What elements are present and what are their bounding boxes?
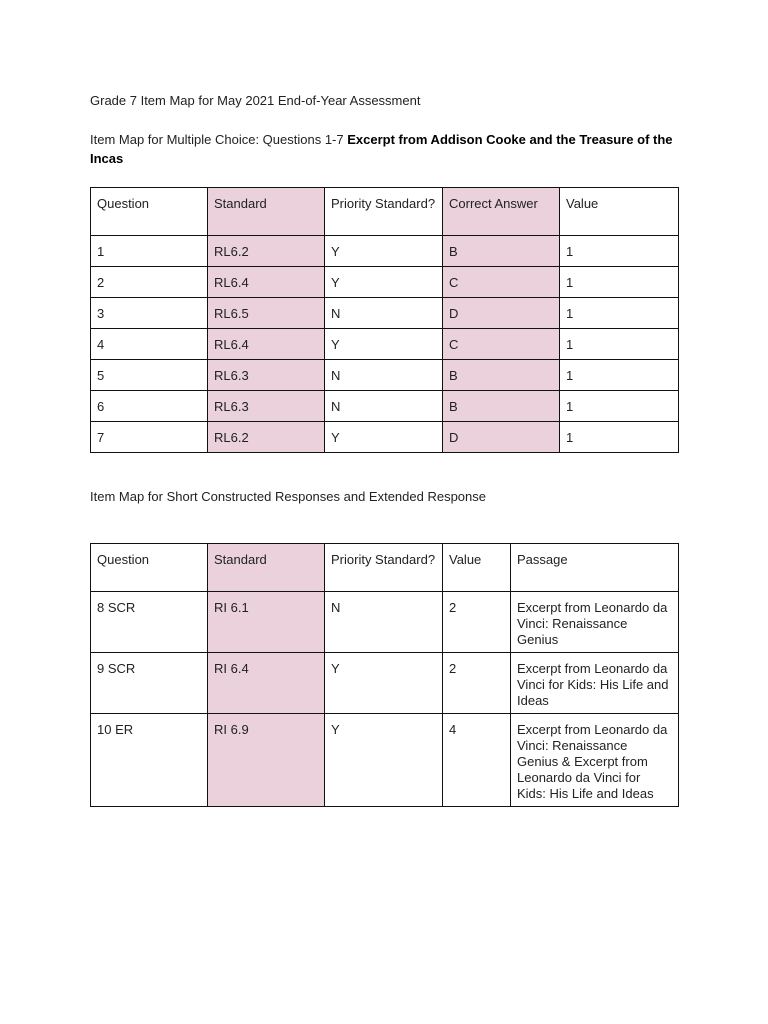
cell-standard: RL6.4 xyxy=(208,267,325,298)
cell-value: 1 xyxy=(560,298,679,329)
table-row xyxy=(91,391,679,422)
cell-correct-answer: C xyxy=(443,267,560,298)
cell-question: 1 xyxy=(91,236,208,267)
cell-priority: N xyxy=(325,298,443,329)
cell-standard: RI 6.1 xyxy=(208,592,325,653)
cell-question: 10 ER xyxy=(91,714,208,807)
table-header-row xyxy=(91,544,679,592)
constructed-response-heading: Item Map for Short Constructed Responses and Extended Response xyxy=(90,489,486,504)
table-row xyxy=(91,267,679,298)
cell-priority: Y xyxy=(325,714,443,807)
header-cell-question: Question xyxy=(91,544,208,592)
multiple-choice-passage-title: Excerpt from Addison Cooke and the Treasure of the Incas xyxy=(90,132,673,166)
cell-correct-answer: D xyxy=(443,422,560,453)
table-row xyxy=(91,329,679,360)
cell-correct-answer: B xyxy=(443,391,560,422)
cell-question: 8 SCR xyxy=(91,592,208,653)
table-row xyxy=(91,236,679,267)
header-cell-standard: Standard xyxy=(208,188,325,236)
cell-standard: RL6.2 xyxy=(208,236,325,267)
cell-question: 3 xyxy=(91,298,208,329)
cell-correct-answer: D xyxy=(443,298,560,329)
cell-standard: RL6.5 xyxy=(208,298,325,329)
table-row xyxy=(91,298,679,329)
cell-priority: Y xyxy=(325,267,443,298)
cell-question: 7 xyxy=(91,422,208,453)
cell-question: 5 xyxy=(91,360,208,391)
cell-priority: Y xyxy=(325,422,443,453)
cell-priority: Y xyxy=(325,236,443,267)
cell-value: 1 xyxy=(560,236,679,267)
table-row xyxy=(91,653,679,714)
cell-priority: Y xyxy=(325,329,443,360)
cell-value: 1 xyxy=(560,391,679,422)
multiple-choice-heading-prefix: Item Map for Multiple Choice: Questions 1-7 xyxy=(90,132,348,147)
cell-correct-answer: B xyxy=(443,360,560,391)
cell-correct-answer: B xyxy=(443,236,560,267)
cell-priority: Y xyxy=(325,653,443,714)
cell-priority: N xyxy=(325,391,443,422)
header-cell-value: Value xyxy=(443,544,511,592)
header-cell-correct-answer: Correct Answer xyxy=(443,188,560,236)
header-cell-standard: Standard xyxy=(208,544,325,592)
header-cell-question: Question xyxy=(91,188,208,236)
header-cell-passage: Passage xyxy=(511,544,679,592)
cell-value: 4 xyxy=(443,714,511,807)
multiple-choice-heading xyxy=(90,130,680,168)
cell-standard: RI 6.4 xyxy=(208,653,325,714)
table-row xyxy=(91,422,679,453)
cell-passage: Excerpt from Leonardo da Vinci: Renaissance Genius xyxy=(511,592,679,653)
cell-standard: RL6.3 xyxy=(208,391,325,422)
cell-value: 1 xyxy=(560,360,679,391)
cell-value: 1 xyxy=(560,329,679,360)
cell-question: 4 xyxy=(91,329,208,360)
cell-value: 2 xyxy=(443,653,511,714)
cell-standard: RL6.3 xyxy=(208,360,325,391)
cell-question: 9 SCR xyxy=(91,653,208,714)
cell-priority: N xyxy=(325,360,443,391)
multiple-choice-item-map-table xyxy=(90,187,679,453)
cell-standard: RL6.4 xyxy=(208,329,325,360)
cell-value: 1 xyxy=(560,422,679,453)
constructed-response-item-map-table xyxy=(90,543,679,807)
table-row xyxy=(91,360,679,391)
page-title: Grade 7 Item Map for May 2021 End-of-Year Assessment xyxy=(90,93,421,108)
table-row xyxy=(91,714,679,807)
cell-standard: RI 6.9 xyxy=(208,714,325,807)
header-cell-value: Value xyxy=(560,188,679,236)
cell-question: 6 xyxy=(91,391,208,422)
cell-question: 2 xyxy=(91,267,208,298)
cell-standard: RL6.2 xyxy=(208,422,325,453)
header-cell-priority-standard: Priority Standard? xyxy=(325,544,443,592)
cell-value: 2 xyxy=(443,592,511,653)
cell-priority: N xyxy=(325,592,443,653)
cell-correct-answer: C xyxy=(443,329,560,360)
cell-value: 1 xyxy=(560,267,679,298)
cell-passage: Excerpt from Leonardo da Vinci: Renaissance Genius & Excerpt from Leonardo da Vinci for Kids: His Life and Ideas xyxy=(511,714,679,807)
cell-passage: Excerpt from Leonardo da Vinci for Kids: His Life and Ideas xyxy=(511,653,679,714)
header-cell-priority-standard: Priority Standard? xyxy=(325,188,443,236)
table-header-row xyxy=(91,188,679,236)
table-row xyxy=(91,592,679,653)
